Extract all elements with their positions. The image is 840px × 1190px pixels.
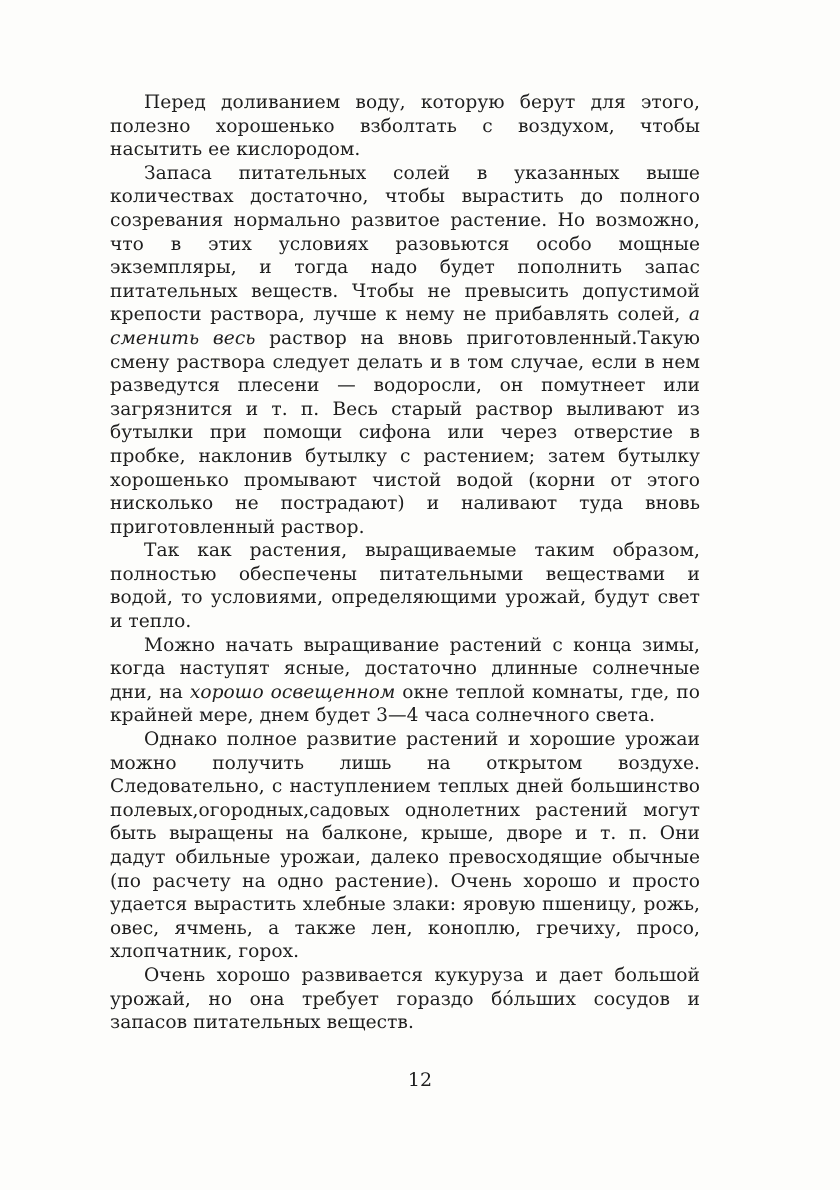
paragraph-2 xyxy=(110,162,700,540)
body-text xyxy=(110,91,700,1035)
paragraph-3 xyxy=(110,539,700,633)
text-segment: Очень хорошо развивается кукуруза и дает большой урожай, но она требует гораздо бо́льших сосудов и запасов питательных веществ. xyxy=(110,964,700,1034)
italic-emphasis: хорошо освещенном xyxy=(189,681,396,703)
paragraph-4 xyxy=(110,634,700,728)
text-segment: Перед доливанием воду, которую берут для этого, полезно хорошенько взболтать с воздухом, чтобы насытить ее кислородом. xyxy=(110,92,700,161)
text-segment: Запаса питательных солей в указанных выше количествах достаточно, чтобы вырастить до полного созревания нормально развитое растение. Но возможно, что в этих условиях разовьются особо мощные экземпляры, и тогда надо будет пополнить запас питательных веществ. Чтобы не превысить допустимой крепости раствора, лучше к нему не прибавлять солей, xyxy=(110,162,700,326)
paragraph-6 xyxy=(110,964,700,1035)
italic-emphasis: а сменить весь xyxy=(110,304,700,349)
paragraph-1 xyxy=(110,91,700,162)
text-segment: Однако полное развитие растений и хорошие урожаи можно получить лишь на открытом воздухе. Следовательно, с наступлением теплых дней большинство полевых,огородных,садовых однолетних растений могут быть выращены на балконе, крыше, дворе и т. п. Они дадут обильные урожаи, далеко превосходящие обычные (по расчету на одно растение). Очень хорошо и просто удается вырастить хлебные злаки: яровую пшеницу, рожь, овес, ячмень, а также лен, коноплю, гречиху, просо, хлопчатник, горох. xyxy=(110,729,700,963)
paragraph-5 xyxy=(110,728,700,964)
text-segment: Можно начать выращивание растений с конца зимы, когда наступят ясные, достаточно длинные солнечные дни, на xyxy=(110,634,700,703)
text-segment: Так как растения, выращиваемые таким образом, полностью обеспечены питательными веществами и водой, то условиями, определяющими урожай, будут свет и тепло. xyxy=(110,540,700,633)
text-segment: раствор на вновь приготовленный.Такую смену раствора следует делать и в том случае, если в нем разведутся плесени — водоросли, он помутнеет или загрязнится и т. п. Весь старый раствор выливают из бутылки при помощи сифона или через отверстие в пробке, наклонив бутылку с растением; затем бутылку хорошенько промывают чистой водой (корни от этого нисколько не пострадают) и наливают туда вновь приготовленный раствор. xyxy=(110,327,701,538)
text-segment: окне теплой комнаты, где, по крайней мере, днем будет 3—4 часа солнечного света. xyxy=(110,681,700,727)
page-number: 12 xyxy=(407,1069,433,1091)
